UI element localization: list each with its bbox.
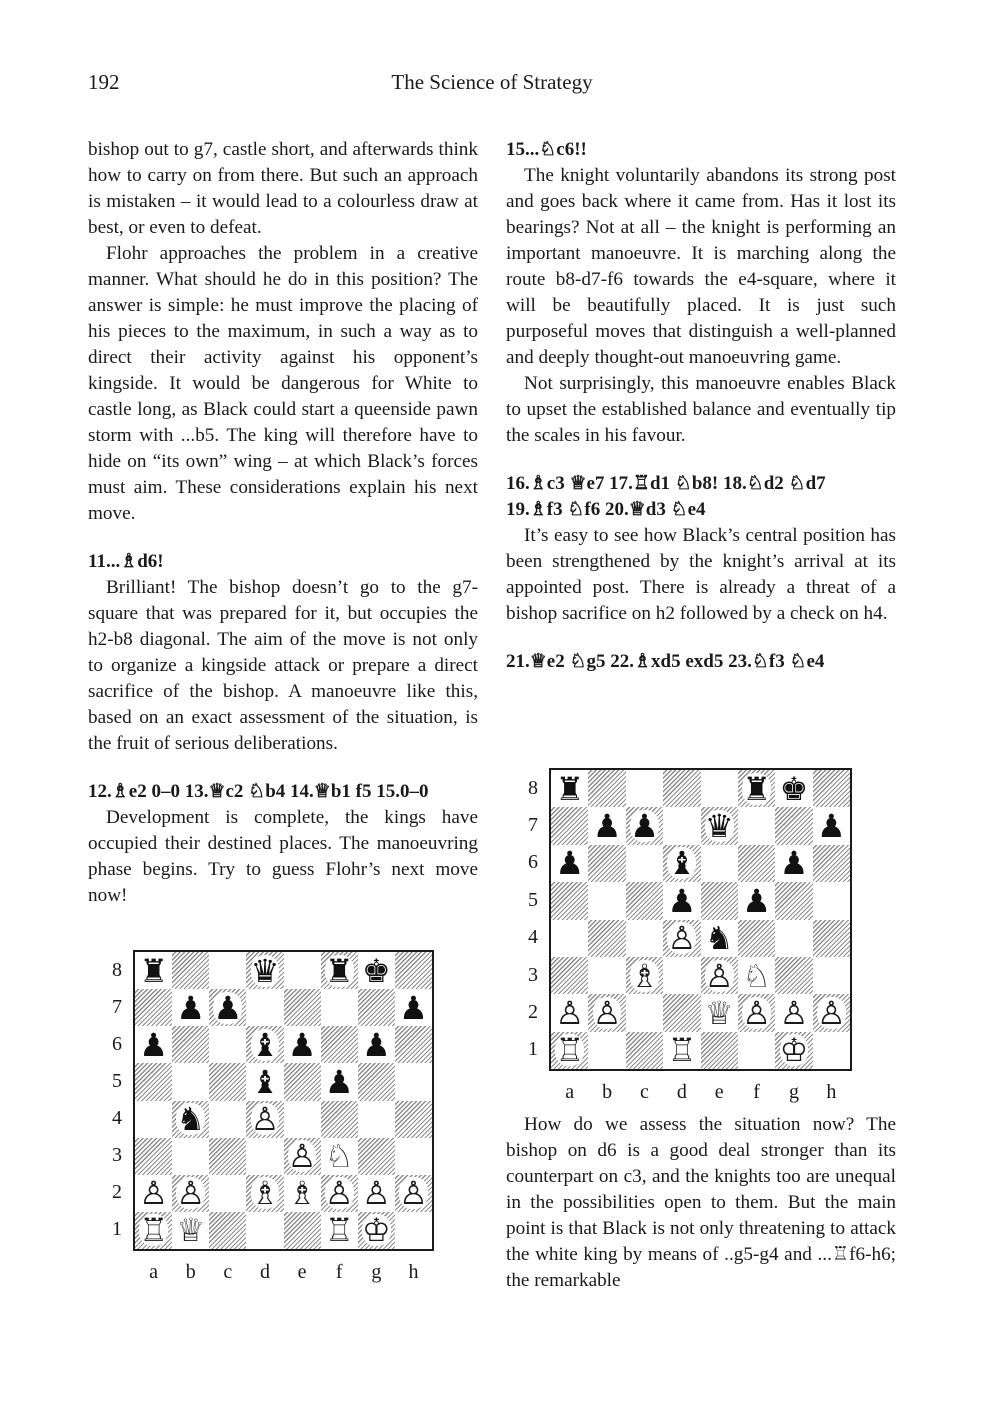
- board-square: [246, 989, 283, 1026]
- board-square: [663, 957, 700, 994]
- paragraph: The knight voluntarily abandons its strong post and goes back where it came from. Has it lost its bearings? Not at all – the knight is performing an important manoeuvre. It is marching along the route b8-d7-f6 towards the e4-square, where it will be beautifully placed. It is just such purposeful moves that distinguish a well-planned and deeply thought-out manoeuvring game.: [506, 165, 896, 368]
- board-square: [284, 1026, 321, 1063]
- white-pawn-icon: ♙: [176, 1174, 206, 1213]
- white-pawn-icon: ♙: [361, 1174, 391, 1213]
- board-square: [321, 989, 358, 1026]
- file-label: c: [223, 1261, 233, 1283]
- white-bishop-icon: ♗: [287, 1174, 317, 1213]
- board-square: [395, 1063, 432, 1100]
- board-square: [626, 920, 663, 957]
- board-square: [775, 770, 812, 807]
- board-square: [135, 1138, 172, 1175]
- black-rook-icon: ♜: [555, 769, 585, 808]
- board-square: [813, 807, 850, 844]
- board-square: [135, 1101, 172, 1138]
- board-square: [701, 994, 738, 1031]
- board-square: [626, 994, 663, 1031]
- rank-label: 6: [112, 1032, 122, 1055]
- board-square: [701, 845, 738, 882]
- white-pawn-icon: ♙: [287, 1137, 317, 1176]
- board-square: [626, 882, 663, 919]
- board-square: [775, 807, 812, 844]
- board-square: [395, 989, 432, 1026]
- board-square: [701, 807, 738, 844]
- board-square: [663, 920, 700, 957]
- white-rook-icon: ♖: [667, 1031, 697, 1070]
- file-label: d: [259, 1261, 270, 1283]
- rank-label: 4: [528, 926, 538, 949]
- board-square: [284, 1175, 321, 1212]
- board-square: [626, 770, 663, 807]
- board-square: [135, 1063, 172, 1100]
- black-bishop-icon: ♝: [667, 844, 697, 883]
- board-square: [209, 1175, 246, 1212]
- white-pawn-icon: ♙: [704, 956, 734, 995]
- file-label: e: [714, 1081, 724, 1103]
- board-square: [172, 1212, 209, 1249]
- board-square: [588, 882, 625, 919]
- chessboard: [133, 950, 434, 1251]
- rank-label: 4: [112, 1107, 122, 1130]
- board-square: [588, 994, 625, 1031]
- file-label: h: [826, 1081, 837, 1103]
- file-label: h: [408, 1261, 419, 1283]
- white-rook-icon: ♖: [139, 1211, 168, 1250]
- board-square: [358, 1101, 395, 1138]
- board-square: [358, 1026, 395, 1063]
- board-square: [551, 882, 588, 919]
- board-square: [551, 770, 588, 807]
- board-square: [663, 1032, 700, 1069]
- board-square: [135, 989, 172, 1026]
- board-square: [358, 989, 395, 1026]
- page-header: [88, 70, 896, 100]
- board-square: [172, 989, 209, 1026]
- board-square: [775, 994, 812, 1031]
- board-square: [284, 1138, 321, 1175]
- white-pawn-icon: ♙: [139, 1174, 168, 1213]
- white-knight-icon: ♘: [742, 956, 771, 995]
- board-square: [209, 1212, 246, 1249]
- board-square: [284, 1101, 321, 1138]
- board-square: [246, 1138, 283, 1175]
- rank-label: 2: [112, 1181, 122, 1204]
- board-square: [701, 920, 738, 957]
- board-square: [813, 882, 850, 919]
- board-square: [588, 920, 625, 957]
- white-bishop-icon: ♗: [630, 956, 659, 995]
- move-text: 11...♗d6!: [88, 551, 164, 572]
- black-pawn-icon: ♟: [213, 988, 243, 1027]
- chess-diagram-2: [516, 768, 856, 1108]
- file-label: b: [602, 1081, 613, 1103]
- board-square: [246, 1175, 283, 1212]
- board-square: [209, 989, 246, 1026]
- board-square: [738, 1032, 775, 1069]
- board-square: [358, 1138, 395, 1175]
- board-square: [246, 1212, 283, 1249]
- board-square: [813, 920, 850, 957]
- board-square: [321, 1026, 358, 1063]
- board-square: [321, 1138, 358, 1175]
- black-bishop-icon: ♝: [250, 1025, 280, 1064]
- paragraph: Brilliant! The bishop doesn’t go to the g7-square that was prepared for it, but occupies the h2-b8 diagonal. The aim of the move is not only to organize a kingside attack or prepare a direct sacrifice of the bishop. A manoeuvre like this, based on an exact assessment of the situation, is the fruit of serious deliberations.: [88, 577, 478, 754]
- running-title: The Science of Strategy: [391, 70, 593, 94]
- board-square: [395, 1175, 432, 1212]
- black-pawn-icon: ♟: [742, 881, 771, 920]
- board-square: [135, 952, 172, 989]
- board-square: [588, 770, 625, 807]
- file-label: d: [676, 1081, 687, 1103]
- board-square: [209, 1026, 246, 1063]
- board-square: [172, 952, 209, 989]
- page-number: 192: [88, 70, 120, 94]
- board-square: [813, 994, 850, 1031]
- board-square: [172, 1026, 209, 1063]
- board-square: [738, 882, 775, 919]
- board-square: [588, 957, 625, 994]
- white-pawn-icon: ♙: [399, 1174, 428, 1213]
- board-square: [588, 807, 625, 844]
- board-square: [775, 920, 812, 957]
- move-text: 15...♘c6!!: [506, 139, 587, 160]
- board-square: [775, 845, 812, 882]
- board-square: [209, 1101, 246, 1138]
- board-square: [738, 957, 775, 994]
- file-label: c: [639, 1081, 649, 1103]
- white-rook-icon: ♖: [324, 1211, 354, 1250]
- board-square: [663, 845, 700, 882]
- board-square: [738, 920, 775, 957]
- board-square: [284, 989, 321, 1026]
- white-pawn-icon: ♙: [555, 993, 585, 1032]
- paragraph: It’s easy to see how Black’s central position has been strengthened by the knight’s arrival at its appointed post. There is already a threat of a bishop sacrifice on h2 followed by a check on h4.: [506, 525, 896, 624]
- white-king-icon: ♔: [361, 1211, 391, 1250]
- board-square: [551, 1032, 588, 1069]
- rank-label: 8: [528, 776, 538, 799]
- black-pawn-icon: ♟: [667, 881, 697, 920]
- file-label: f: [753, 1081, 760, 1103]
- board-square: [172, 1175, 209, 1212]
- black-queen-icon: ♛: [250, 951, 280, 990]
- black-pawn-icon: ♟: [630, 807, 659, 846]
- board-square: [358, 952, 395, 989]
- board-square: [246, 952, 283, 989]
- board-square: [738, 770, 775, 807]
- black-pawn-icon: ♟: [287, 1025, 317, 1064]
- white-pawn-icon: ♙: [667, 919, 697, 958]
- board-square: [663, 994, 700, 1031]
- rank-label: 3: [528, 963, 538, 986]
- black-bishop-icon: ♝: [250, 1062, 280, 1101]
- board-square: [395, 1212, 432, 1249]
- black-pawn-icon: ♟: [779, 844, 809, 883]
- board-square: [135, 1175, 172, 1212]
- black-king-icon: ♚: [779, 769, 809, 808]
- left-column: [88, 137, 478, 909]
- white-king-icon: ♔: [779, 1031, 809, 1070]
- board-square: [172, 1101, 209, 1138]
- right-column: [506, 137, 896, 675]
- file-label: f: [335, 1261, 343, 1283]
- file-label: a: [565, 1081, 575, 1103]
- board-square: [321, 1063, 358, 1100]
- board-square: [551, 994, 588, 1031]
- rank-label: 1: [528, 1038, 538, 1061]
- board-square: [358, 1212, 395, 1249]
- board-square: [813, 957, 850, 994]
- move-text: 19.♗f3 ♘f6 20.♕d3 ♘e4: [506, 499, 706, 520]
- rank-label: 7: [528, 814, 538, 837]
- right-column-lower: [506, 1112, 896, 1294]
- board-square: [626, 957, 663, 994]
- black-knight-icon: ♞: [176, 1100, 206, 1139]
- file-label: g: [371, 1261, 382, 1283]
- board-square: [395, 1026, 432, 1063]
- board-square: [738, 845, 775, 882]
- board-square: [588, 845, 625, 882]
- board-square: [321, 1101, 358, 1138]
- board-square: [738, 994, 775, 1031]
- board-square: [775, 882, 812, 919]
- rank-label: 5: [528, 888, 538, 911]
- board-square: [284, 952, 321, 989]
- black-rook-icon: ♜: [742, 769, 771, 808]
- paragraph: bishop out to g7, castle short, and afterwards think how to carry on from there. But such an approach is mistaken – it would lead to a colourless draw at best, or even to defeat.: [88, 139, 478, 238]
- board-square: [246, 1026, 283, 1063]
- board-square: [551, 920, 588, 957]
- board-square: [813, 845, 850, 882]
- black-pawn-icon: ♟: [361, 1025, 391, 1064]
- board-square: [551, 845, 588, 882]
- board-square: [284, 1212, 321, 1249]
- board-square: [321, 952, 358, 989]
- rank-label: 6: [528, 851, 538, 874]
- board-square: [738, 807, 775, 844]
- black-pawn-icon: ♟: [816, 807, 846, 846]
- white-pawn-icon: ♙: [592, 993, 622, 1032]
- board-square: [701, 882, 738, 919]
- board-square: [358, 1063, 395, 1100]
- move-text: 16.♗c3 ♕e7 17.♖d1 ♘b8! 18.♘d2 ♘d7: [506, 473, 826, 494]
- board-square: [701, 1032, 738, 1069]
- board-square: [358, 1175, 395, 1212]
- white-queen-icon: ♕: [704, 993, 734, 1032]
- black-pawn-icon: ♟: [139, 1025, 168, 1064]
- board-square: [626, 1032, 663, 1069]
- black-pawn-icon: ♟: [176, 988, 206, 1027]
- board-square: [663, 882, 700, 919]
- rank-label: 2: [528, 1000, 538, 1023]
- board-square: [172, 1063, 209, 1100]
- rank-label: 7: [112, 995, 122, 1018]
- board-square: [813, 770, 850, 807]
- board-square: [172, 1138, 209, 1175]
- board-square: [209, 1063, 246, 1100]
- black-rook-icon: ♜: [324, 951, 354, 990]
- board-square: [551, 957, 588, 994]
- board-square: [395, 952, 432, 989]
- board-square: [775, 1032, 812, 1069]
- file-label: a: [149, 1261, 158, 1283]
- board-square: [775, 957, 812, 994]
- board-square: [246, 1063, 283, 1100]
- black-king-icon: ♚: [361, 951, 391, 990]
- file-label: g: [788, 1081, 799, 1103]
- chess-diagram-1: [100, 950, 440, 1290]
- board-square: [626, 845, 663, 882]
- rank-label: 1: [112, 1218, 122, 1241]
- board-square: [701, 957, 738, 994]
- rank-label: 5: [112, 1069, 122, 1092]
- move-text: 12.♗e2 0–0 13.♕c2 ♘b4 14.♕b1 f5 15.0–0: [88, 781, 429, 802]
- board-square: [626, 807, 663, 844]
- board-square: [209, 952, 246, 989]
- black-rook-icon: ♜: [139, 951, 168, 990]
- black-pawn-icon: ♟: [592, 807, 622, 846]
- black-pawn-icon: ♟: [555, 844, 585, 883]
- white-queen-icon: ♕: [176, 1211, 206, 1250]
- board-square: [246, 1101, 283, 1138]
- paragraph: Development is complete, the kings have occupied their destined places. The manoeuvring phase begins. Try to guess Flohr’s next move now!: [88, 807, 478, 906]
- paragraph: How do we assess the situation now? The bishop on d6 is a good deal stronger than its counterpart on c3, and the knights too are unequal in the possibilities open to them. But the main point is that Black is not only threatening to attack the white king by means of ..g5-g4 and ...♖f6-h6; the remarkable: [506, 1114, 896, 1291]
- board-square: [588, 1032, 625, 1069]
- rank-label: 3: [112, 1144, 122, 1167]
- paragraph: Flohr approaches the problem in a creative manner. What should he do in this position? The answer is simple: he must improve the placing of his pieces to the maximum, in such a way as to direct their activity against his opponent’s kingside. It would be dangerous for White to castle long, as Black could start a queenside pawn storm with ...b5. The king will therefore have to hide on “its own” wing – at which Black’s forces must aim. These considerations explain his next move.: [88, 243, 478, 524]
- board-square: [663, 770, 700, 807]
- paragraph: Not surprisingly, this manoeuvre enables Black to upset the established balance and eventually tip the scales in his favour.: [506, 373, 896, 446]
- chessboard: [549, 768, 852, 1071]
- board-square: [321, 1212, 358, 1249]
- board-square: [395, 1101, 432, 1138]
- white-rook-icon: ♖: [555, 1031, 585, 1070]
- file-label: e: [297, 1261, 307, 1283]
- move-text: 21.♕e2 ♘g5 22.♗xd5 exd5 23.♘f3 ♘e4: [506, 651, 825, 672]
- white-pawn-icon: ♙: [816, 993, 846, 1032]
- board-square: [551, 807, 588, 844]
- black-queen-icon: ♛: [704, 807, 734, 846]
- black-knight-icon: ♞: [704, 919, 734, 958]
- board-square: [813, 1032, 850, 1069]
- white-pawn-icon: ♙: [324, 1174, 354, 1213]
- file-label: b: [185, 1261, 196, 1283]
- rank-label: 8: [112, 958, 122, 981]
- white-knight-icon: ♘: [324, 1137, 354, 1176]
- white-pawn-icon: ♙: [742, 993, 771, 1032]
- white-bishop-icon: ♗: [250, 1174, 280, 1213]
- board-square: [209, 1138, 246, 1175]
- board-square: [321, 1175, 358, 1212]
- white-pawn-icon: ♙: [779, 993, 809, 1032]
- board-square: [663, 807, 700, 844]
- board-square: [135, 1212, 172, 1249]
- white-pawn-icon: ♙: [250, 1100, 280, 1139]
- board-square: [701, 770, 738, 807]
- board-square: [135, 1026, 172, 1063]
- board-square: [284, 1063, 321, 1100]
- black-pawn-icon: ♟: [324, 1062, 354, 1101]
- board-square: [395, 1138, 432, 1175]
- black-pawn-icon: ♟: [399, 988, 428, 1027]
